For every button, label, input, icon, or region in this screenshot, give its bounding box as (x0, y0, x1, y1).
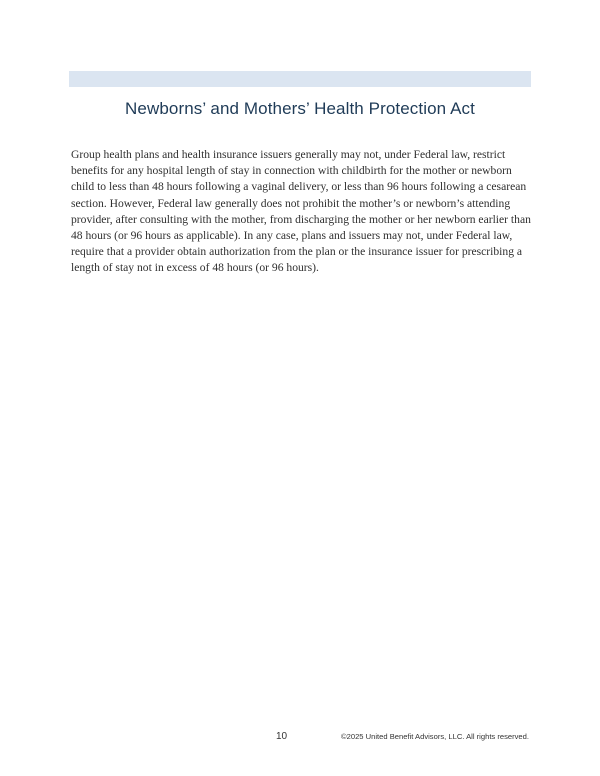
page-number: 10 (276, 731, 288, 742)
page-footer (0, 731, 600, 745)
header-band (69, 71, 531, 87)
copyright-notice: ©2025 United Benefit Advisors, LLC. All rights reserved. (341, 732, 529, 741)
page-title: Newborns’ and Mothers’ Health Protection Act (125, 99, 475, 118)
body-paragraph: Group health plans and health insurance issuers generally may not, under Federal law, restrict benefits for any hospital length of stay in connection with childbirth for the mother or newborn child to less than 48 hours following a vaginal delivery, or less than 96 hours following a cesarean section. However, Federal law generally does not prohibit the mother’s or newborn’s attending provider, after consulting with the mother, from discharging the mother or her newborn earlier than 48 hours (or 96 hours as applicable). In any case, plans and issuers may not, under Federal law, require that a provider obtain authorization from the plan or the insurance issuer for prescribing a length of stay not in excess of 48 hours (or 96 hours). (71, 148, 531, 275)
